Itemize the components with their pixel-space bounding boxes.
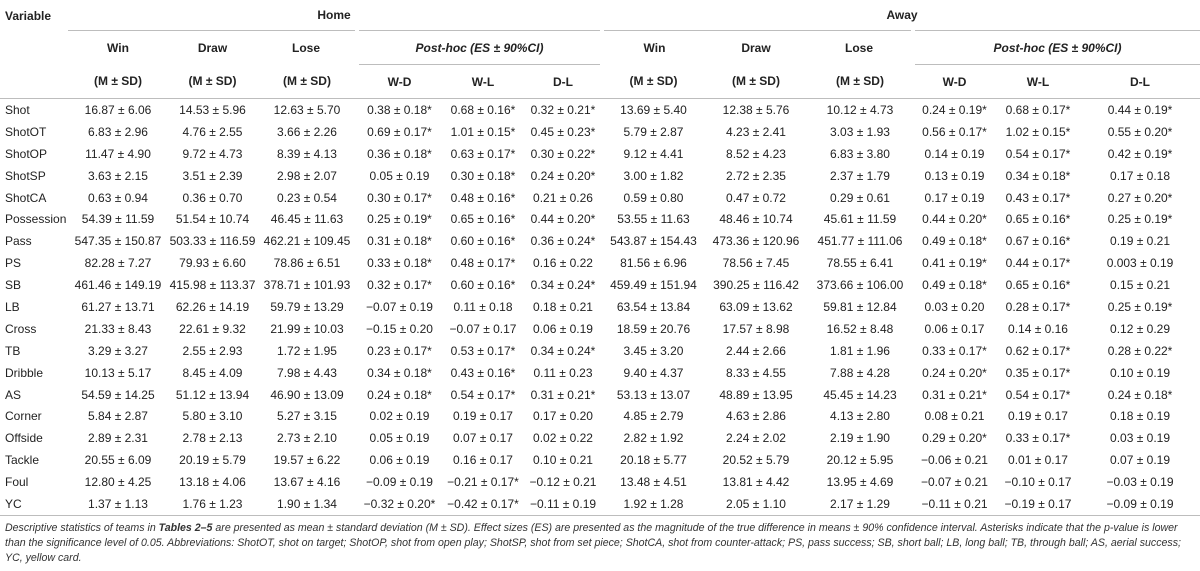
home-wd-cell: 0.33 ± 0.18* bbox=[367, 256, 432, 271]
away-dl-cell: 0.28 ± 0.22* bbox=[1107, 343, 1173, 358]
away-draw-cell: 473.36 ± 120.96 bbox=[712, 234, 800, 249]
home-lose-cell: 21.99 ± 10.03 bbox=[270, 321, 344, 336]
away-dl-cell: 0.55 ± 0.20* bbox=[1107, 124, 1173, 139]
away-draw-cell: 2.44 ± 2.66 bbox=[726, 343, 786, 358]
away-dl-cell: 0.10 ± 0.19 bbox=[1110, 365, 1170, 380]
away-wd-cell: 0.17 ± 0.19 bbox=[924, 190, 985, 205]
home-win-cell: 21.33 ± 8.43 bbox=[84, 321, 152, 336]
away-lose-cell: 16.52 ± 8.48 bbox=[826, 321, 894, 336]
variable-cell: Offside bbox=[5, 431, 43, 446]
home-dl-cell: −0.12 ± 0.21 bbox=[529, 475, 597, 490]
away-lose-cell: 45.61 ± 11.59 bbox=[823, 212, 897, 227]
away-win-cell: 9.12 ± 4.41 bbox=[623, 146, 684, 161]
variable-cell: PS bbox=[5, 256, 22, 271]
home-dl-cell: 0.44 ± 0.20* bbox=[530, 212, 596, 227]
away-draw-header: Draw bbox=[741, 40, 771, 55]
home-win-cell: 12.80 ± 4.25 bbox=[84, 475, 152, 490]
table-row bbox=[0, 362, 1200, 384]
home-win-cell: 2.89 ± 2.31 bbox=[88, 431, 148, 446]
away-wl-cell: 0.43 ± 0.17* bbox=[1005, 190, 1071, 205]
home-wl-cell: 0.63 ± 0.17* bbox=[450, 146, 516, 161]
home-wl-cell: 0.68 ± 0.16* bbox=[450, 102, 516, 117]
home-dl-cell: 0.02 ± 0.22 bbox=[533, 431, 593, 446]
away-dl-cell: 0.03 ± 0.19 bbox=[1110, 431, 1170, 446]
home-draw-stat: (M ± SD) bbox=[168, 65, 257, 99]
away-lose-cell: 7.88 ± 4.28 bbox=[830, 365, 890, 380]
home-dl-cell: 0.10 ± 0.21 bbox=[533, 453, 593, 468]
away-lose-cell: 2.37 ± 1.79 bbox=[830, 168, 890, 183]
home-wd-cell: 0.24 ± 0.18* bbox=[367, 387, 432, 402]
home-wd-cell: 0.05 ± 0.19 bbox=[369, 168, 430, 183]
variable-cell: Pass bbox=[5, 234, 32, 249]
table-row bbox=[0, 252, 1200, 274]
home-win-stat: (M ± SD) bbox=[68, 65, 168, 99]
away-draw-cell: 78.56 ± 7.45 bbox=[722, 256, 790, 271]
away-wl-cell: 0.14 ± 0.16 bbox=[1008, 321, 1068, 336]
away-draw-cell: 4.63 ± 2.86 bbox=[726, 409, 786, 424]
away-wd-cell: 0.49 ± 0.18* bbox=[922, 278, 987, 293]
variable-cell: Possession bbox=[5, 212, 67, 227]
home-wd-cell: −0.09 ± 0.19 bbox=[366, 475, 433, 490]
away-wl-cell: 0.62 ± 0.17* bbox=[1005, 343, 1071, 358]
home-wl-cell: 0.11 ± 0.18 bbox=[453, 299, 513, 314]
away-lose-cell: 10.12 ± 4.73 bbox=[826, 102, 894, 117]
away-posthoc-header: Post-hoc (ES ± 90%CI) bbox=[913, 31, 1200, 65]
home-draw-cell: 2.55 ± 2.93 bbox=[182, 343, 243, 358]
home-wl-cell: 0.60 ± 0.16* bbox=[450, 278, 516, 293]
away-draw-cell: 17.57 ± 8.98 bbox=[722, 321, 790, 336]
home-wd-header: W-D bbox=[357, 65, 442, 99]
away-dl-cell: 0.42 ± 0.19* bbox=[1107, 146, 1173, 161]
home-wd-cell: 0.05 ± 0.19 bbox=[369, 431, 430, 446]
home-win-cell: 54.39 ± 11.59 bbox=[81, 212, 155, 227]
away-wl-header: W-L bbox=[996, 65, 1080, 99]
home-draw-cell: 20.19 ± 5.79 bbox=[179, 453, 246, 468]
table-row bbox=[0, 405, 1200, 427]
table-row bbox=[0, 143, 1200, 165]
home-win-cell: 11.47 ± 4.90 bbox=[85, 146, 151, 161]
home-draw-cell: 0.36 ± 0.70 bbox=[182, 190, 243, 205]
home-win-cell: 10.13 ± 5.17 bbox=[84, 365, 152, 380]
away-wd-cell: 0.56 ± 0.17* bbox=[922, 124, 987, 139]
away-wd-cell: 0.24 ± 0.19* bbox=[922, 102, 987, 117]
away-win-cell: 459.49 ± 151.94 bbox=[610, 278, 697, 293]
away-win-cell: 2.82 ± 1.92 bbox=[623, 431, 684, 446]
table-row bbox=[0, 427, 1200, 449]
away-wl-cell: −0.19 ± 0.17 bbox=[996, 493, 1080, 515]
home-lose-cell: 5.27 ± 3.15 bbox=[277, 409, 337, 424]
home-draw-cell: 1.76 ± 1.23 bbox=[168, 493, 257, 515]
away-wl-cell: 0.19 ± 0.17 bbox=[1008, 409, 1068, 424]
home-draw-cell: 79.93 ± 6.60 bbox=[179, 256, 246, 271]
home-wd-cell: 0.69 ± 0.17* bbox=[367, 124, 432, 139]
variable-cell: Dribble bbox=[5, 365, 44, 380]
home-dl-cell: 0.32 ± 0.21* bbox=[530, 102, 596, 117]
variable-cell: ShotOT bbox=[5, 124, 47, 139]
home-wl-cell: −0.42 ± 0.17* bbox=[442, 493, 524, 515]
away-dl-cell: −0.03 ± 0.19 bbox=[1106, 475, 1174, 490]
home-win-cell: 3.63 ± 2.15 bbox=[88, 168, 148, 183]
home-dl-cell: 0.30 ± 0.22* bbox=[530, 146, 596, 161]
away-lose-cell: 0.29 ± 0.61 bbox=[830, 190, 890, 205]
away-lose-stat: (M ± SD) bbox=[807, 65, 913, 99]
away-win-cell: 63.54 ± 13.84 bbox=[616, 299, 691, 314]
away-draw-cell: 48.46 ± 10.74 bbox=[719, 212, 793, 227]
home-draw-cell: 8.45 ± 4.09 bbox=[182, 365, 243, 380]
away-wd-cell: −0.07 ± 0.21 bbox=[921, 475, 988, 490]
away-lose-cell: 20.12 ± 5.95 bbox=[826, 453, 894, 468]
away-lose-cell: 2.19 ± 1.90 bbox=[830, 431, 890, 446]
home-wd-cell: 0.23 ± 0.17* bbox=[367, 343, 432, 358]
home-wd-cell: −0.15 ± 0.20 bbox=[366, 321, 433, 336]
variable-cell: Tackle bbox=[5, 453, 40, 468]
home-draw-cell: 51.12 ± 13.94 bbox=[175, 387, 250, 402]
away-win-cell: 0.59 ± 0.80 bbox=[623, 190, 684, 205]
home-wd-cell: −0.32 ± 0.20* bbox=[357, 493, 442, 515]
home-draw-cell: 415.98 ± 113.37 bbox=[169, 278, 256, 293]
home-draw-cell: 9.72 ± 4.73 bbox=[182, 146, 243, 161]
away-wd-cell: 0.31 ± 0.21* bbox=[922, 387, 987, 402]
away-wl-cell: 0.68 ± 0.17* bbox=[1005, 102, 1071, 117]
footnote-tables-link[interactable]: Tables 2–5 bbox=[158, 522, 213, 534]
away-wd-cell: 0.41 ± 0.19* bbox=[922, 256, 987, 271]
home-dl-cell: 0.18 ± 0.21 bbox=[533, 299, 593, 314]
variable-header: Variable bbox=[5, 9, 52, 23]
home-draw-cell: 3.51 ± 2.39 bbox=[182, 168, 243, 183]
home-draw-cell: 503.33 ± 116.59 bbox=[169, 234, 256, 249]
away-dl-cell: 0.24 ± 0.18* bbox=[1107, 387, 1173, 402]
home-lose-cell: 2.98 ± 2.07 bbox=[277, 168, 337, 183]
away-dl-cell: 0.44 ± 0.19* bbox=[1107, 102, 1173, 117]
variable-cell: ShotOP bbox=[5, 146, 48, 161]
home-win-header: Win bbox=[107, 40, 129, 55]
home-dl-cell: 0.16 ± 0.22 bbox=[533, 256, 593, 271]
home-wl-cell: 0.16 ± 0.17 bbox=[453, 453, 513, 468]
away-lose-cell: 59.81 ± 12.84 bbox=[823, 299, 897, 314]
home-lose-cell: 13.67 ± 4.16 bbox=[273, 475, 341, 490]
away-lose-header: Lose bbox=[844, 40, 873, 55]
table-row bbox=[0, 187, 1200, 209]
home-draw-cell: 62.26 ± 14.19 bbox=[175, 299, 250, 314]
home-wl-cell: −0.07 ± 0.17 bbox=[449, 321, 517, 336]
table-row bbox=[0, 340, 1200, 362]
away-wd-cell: 0.29 ± 0.20* bbox=[922, 431, 987, 446]
home-draw-cell: 14.53 ± 5.96 bbox=[179, 102, 246, 117]
home-wd-cell: 0.31 ± 0.18* bbox=[367, 234, 432, 249]
away-lose-cell: 451.77 ± 111.06 bbox=[817, 234, 903, 249]
away-wd-cell: 0.14 ± 0.19 bbox=[924, 146, 985, 161]
away-draw-cell: 0.47 ± 0.72 bbox=[726, 190, 786, 205]
away-dl-header: D-L bbox=[1080, 65, 1200, 99]
away-wd-cell: 0.44 ± 0.20* bbox=[922, 212, 987, 227]
away-wd-cell: 0.06 ± 0.17 bbox=[924, 321, 985, 336]
table-row bbox=[0, 471, 1200, 493]
home-wl-cell: 0.54 ± 0.17* bbox=[450, 387, 516, 402]
away-wd-cell: 0.49 ± 0.18* bbox=[922, 234, 987, 249]
variable-cell: ShotSP bbox=[5, 168, 46, 183]
variable-cell: YC bbox=[0, 493, 68, 515]
home-wl-cell: 1.01 ± 0.15* bbox=[450, 124, 516, 139]
away-win-cell: 3.45 ± 3.20 bbox=[623, 343, 684, 358]
away-draw-cell: 4.23 ± 2.41 bbox=[726, 124, 786, 139]
away-dl-cell: 0.19 ± 0.21 bbox=[1110, 234, 1170, 249]
away-win-cell: 543.87 ± 154.43 bbox=[610, 234, 697, 249]
table-row bbox=[0, 384, 1200, 406]
home-win-cell: 0.63 ± 0.94 bbox=[88, 190, 148, 205]
away-dl-cell: 0.12 ± 0.29 bbox=[1110, 321, 1170, 336]
away-draw-cell: 2.24 ± 2.02 bbox=[726, 431, 786, 446]
variable-cell: Foul bbox=[5, 475, 29, 490]
home-lose-cell: 378.71 ± 101.93 bbox=[263, 278, 351, 293]
away-wd-header: W-D bbox=[913, 65, 996, 99]
home-win-cell: 54.59 ± 14.25 bbox=[81, 387, 155, 402]
home-draw-cell: 4.76 ± 2.55 bbox=[182, 124, 243, 139]
home-lose-cell: 46.90 ± 13.09 bbox=[270, 387, 344, 402]
home-lose-stat: (M ± SD) bbox=[257, 65, 357, 99]
away-dl-cell: 0.25 ± 0.19* bbox=[1107, 212, 1173, 227]
away-wl-cell: 1.02 ± 0.15* bbox=[1005, 124, 1071, 139]
away-win-cell: 5.79 ± 2.87 bbox=[623, 124, 684, 139]
home-lose-cell: 59.79 ± 13.29 bbox=[270, 299, 344, 314]
home-wd-cell: 0.25 ± 0.19* bbox=[367, 212, 432, 227]
away-lose-cell: 4.13 ± 2.80 bbox=[830, 409, 890, 424]
home-lose-cell: 19.57 ± 6.22 bbox=[273, 453, 341, 468]
home-win-cell: 5.84 ± 2.87 bbox=[88, 409, 148, 424]
home-dl-cell: −0.11 ± 0.19 bbox=[524, 493, 602, 515]
home-draw-cell: 2.78 ± 2.13 bbox=[182, 431, 243, 446]
away-wl-cell: 0.54 ± 0.17* bbox=[1005, 146, 1071, 161]
away-wl-cell: 0.67 ± 0.16* bbox=[1005, 234, 1071, 249]
variable-cell: SB bbox=[5, 278, 22, 293]
away-draw-cell: 12.38 ± 5.76 bbox=[722, 102, 790, 117]
away-dl-cell: 0.17 ± 0.18 bbox=[1110, 168, 1170, 183]
away-win-cell: 13.69 ± 5.40 bbox=[620, 102, 687, 117]
away-lose-cell: 13.95 ± 4.69 bbox=[826, 475, 894, 490]
home-wd-cell: 0.36 ± 0.18* bbox=[367, 146, 432, 161]
away-wd-cell: 0.24 ± 0.20* bbox=[922, 365, 987, 380]
home-draw-cell: 22.61 ± 9.32 bbox=[179, 321, 246, 336]
home-wd-cell: 0.06 ± 0.19 bbox=[369, 453, 430, 468]
away-draw-cell: 63.09 ± 13.62 bbox=[719, 299, 793, 314]
away-lose-cell: 45.45 ± 14.23 bbox=[823, 387, 897, 402]
away-draw-cell: 48.89 ± 13.95 bbox=[719, 387, 793, 402]
table-row bbox=[0, 208, 1200, 230]
variable-cell: TB bbox=[5, 343, 21, 358]
home-lose-cell: 78.86 ± 6.51 bbox=[273, 256, 341, 271]
home-win-cell: 61.27 ± 13.71 bbox=[81, 299, 155, 314]
table-row bbox=[0, 493, 1200, 515]
away-wd-cell: 0.03 ± 0.20 bbox=[924, 299, 985, 314]
home-dl-cell: 0.06 ± 0.19 bbox=[533, 321, 593, 336]
home-win-cell: 3.29 ± 3.27 bbox=[88, 343, 148, 358]
away-draw-cell: 13.81 ± 4.42 bbox=[722, 475, 790, 490]
home-dl-cell: 0.24 ± 0.20* bbox=[530, 168, 596, 183]
away-draw-cell: 8.33 ± 4.55 bbox=[726, 365, 786, 380]
home-dl-header: D-L bbox=[524, 65, 602, 99]
home-lose-cell: 1.72 ± 1.95 bbox=[277, 343, 337, 358]
home-dl-cell: 0.21 ± 0.26 bbox=[533, 190, 593, 205]
away-dl-cell: 0.25 ± 0.19* bbox=[1107, 299, 1173, 314]
home-lose-cell: 3.66 ± 2.26 bbox=[277, 124, 337, 139]
away-wl-cell: 0.35 ± 0.17* bbox=[1005, 365, 1071, 380]
away-win-cell: 53.55 ± 11.63 bbox=[617, 212, 690, 227]
home-win-cell: 461.46 ± 149.19 bbox=[74, 278, 162, 293]
home-group-header: Home bbox=[68, 0, 602, 31]
variable-cell: Cross bbox=[5, 321, 37, 336]
home-win-cell: 16.87 ± 6.06 bbox=[84, 102, 152, 117]
away-lose-cell: 78.55 ± 6.41 bbox=[826, 256, 894, 271]
away-group-header: Away bbox=[602, 0, 1200, 31]
home-dl-cell: 0.34 ± 0.24* bbox=[530, 343, 596, 358]
header-row-columns bbox=[0, 31, 1200, 65]
variable-cell: Shot bbox=[5, 102, 30, 117]
home-wl-cell: 0.60 ± 0.16* bbox=[450, 234, 516, 249]
table-row bbox=[0, 318, 1200, 340]
home-draw-cell: 13.18 ± 4.06 bbox=[179, 475, 246, 490]
table-row bbox=[0, 121, 1200, 143]
home-wl-header: W-L bbox=[442, 65, 524, 99]
away-win-cell: 13.48 ± 4.51 bbox=[620, 475, 687, 490]
away-dl-cell: 0.18 ± 0.19 bbox=[1110, 409, 1170, 424]
home-dl-cell: 0.34 ± 0.24* bbox=[530, 278, 596, 293]
away-win-stat: (M ± SD) bbox=[602, 65, 705, 99]
away-wl-cell: 0.34 ± 0.18* bbox=[1005, 168, 1071, 183]
away-wl-cell: 0.65 ± 0.16* bbox=[1005, 212, 1071, 227]
away-wl-cell: 0.28 ± 0.17* bbox=[1005, 299, 1071, 314]
home-lose-cell: 462.21 ± 109.45 bbox=[263, 234, 351, 249]
away-draw-stat: (M ± SD) bbox=[705, 65, 807, 99]
home-wd-cell: 0.34 ± 0.18* bbox=[367, 365, 432, 380]
home-lose-cell: 0.23 ± 0.54 bbox=[277, 190, 337, 205]
home-draw-header: Draw bbox=[197, 40, 228, 55]
away-win-cell: 1.92 ± 1.28 bbox=[602, 493, 705, 515]
away-wd-cell: 0.08 ± 0.21 bbox=[924, 409, 985, 424]
home-wd-cell: 0.32 ± 0.17* bbox=[367, 278, 432, 293]
away-lose-cell: 6.83 ± 3.80 bbox=[830, 146, 890, 161]
away-wl-cell: −0.10 ± 0.17 bbox=[1004, 475, 1072, 490]
away-draw-cell: 2.05 ± 1.10 bbox=[705, 493, 807, 515]
variable-cell: ShotCA bbox=[5, 190, 47, 205]
away-win-cell: 53.13 ± 13.07 bbox=[616, 387, 691, 402]
home-dl-cell: 0.36 ± 0.24* bbox=[530, 234, 596, 249]
away-win-header: Win bbox=[643, 40, 666, 55]
home-wl-cell: 0.53 ± 0.17* bbox=[450, 343, 516, 358]
home-wl-cell: 0.07 ± 0.17 bbox=[453, 431, 513, 446]
home-win-cell: 1.37 ± 1.13 bbox=[68, 493, 168, 515]
home-lose-header: Lose bbox=[291, 40, 320, 55]
away-draw-cell: 2.72 ± 2.35 bbox=[726, 168, 786, 183]
home-draw-cell: 5.80 ± 3.10 bbox=[182, 409, 243, 424]
table-row bbox=[0, 449, 1200, 471]
away-win-cell: 20.18 ± 5.77 bbox=[620, 453, 687, 468]
away-dl-cell: −0.09 ± 0.19 bbox=[1080, 493, 1200, 515]
home-win-cell: 82.28 ± 7.27 bbox=[84, 256, 152, 271]
away-dl-cell: 0.27 ± 0.20* bbox=[1107, 190, 1173, 205]
home-wl-cell: 0.30 ± 0.18* bbox=[450, 168, 516, 183]
home-posthoc-header: Post-hoc (ES ± 90%CI) bbox=[357, 31, 602, 65]
away-wl-cell: 0.44 ± 0.17* bbox=[1005, 256, 1071, 271]
home-wd-cell: 0.02 ± 0.19 bbox=[369, 409, 430, 424]
away-wl-cell: 0.01 ± 0.17 bbox=[1008, 453, 1068, 468]
home-lose-cell: 12.63 ± 5.70 bbox=[273, 102, 341, 117]
home-wl-cell: 0.48 ± 0.17* bbox=[450, 256, 516, 271]
away-draw-cell: 20.52 ± 5.79 bbox=[722, 453, 790, 468]
away-wd-cell: 0.33 ± 0.17* bbox=[922, 343, 987, 358]
table-body bbox=[0, 99, 1200, 516]
table-row bbox=[0, 296, 1200, 318]
away-dl-cell: 0.003 ± 0.19 bbox=[1106, 256, 1174, 271]
home-wd-cell: −0.07 ± 0.19 bbox=[366, 299, 433, 314]
header-row-stats bbox=[0, 65, 1200, 99]
home-wl-cell: 0.19 ± 0.17 bbox=[453, 409, 513, 424]
away-lose-cell: 2.17 ± 1.29 bbox=[807, 493, 913, 515]
table-row bbox=[0, 165, 1200, 187]
away-lose-cell: 3.03 ± 1.93 bbox=[830, 124, 890, 139]
home-wl-cell: 0.65 ± 0.16* bbox=[450, 212, 516, 227]
home-wd-cell: 0.38 ± 0.18* bbox=[367, 102, 432, 117]
variable-cell: LB bbox=[5, 299, 20, 314]
home-lose-cell: 8.39 ± 4.13 bbox=[277, 146, 337, 161]
away-win-cell: 9.40 ± 4.37 bbox=[623, 365, 684, 380]
variable-cell: AS bbox=[5, 387, 22, 402]
home-lose-cell: 7.98 ± 4.43 bbox=[277, 365, 337, 380]
home-draw-cell: 51.54 ± 10.74 bbox=[175, 212, 250, 227]
footnote-text-2: are presented as mean ± standard deviation (M ± SD). Effect sizes (ES) are presented as the magnitude of the true difference in means ± 90% confidence interval. Asterisks indicate that the p-value is lower than the significance level of 0.05. Abbreviations: ShotOT, shot on target; ShotOP, shot from open play; ShotSP, shot from set piece; ShotCA, shot from counter-attack; PS, pass success; SB, short ball; LB, long ball; TB, through ball; AS, aerial success; YC, yellow card. bbox=[5, 522, 1181, 564]
away-dl-cell: 0.15 ± 0.21 bbox=[1110, 278, 1170, 293]
away-draw-cell: 390.25 ± 116.42 bbox=[713, 278, 799, 293]
home-dl-cell: 0.45 ± 0.23* bbox=[530, 124, 596, 139]
variable-cell: Corner bbox=[5, 409, 42, 424]
away-wd-cell: 0.13 ± 0.19 bbox=[924, 168, 985, 183]
table-footnote bbox=[5, 521, 1195, 566]
home-lose-cell: 1.90 ± 1.34 bbox=[257, 493, 357, 515]
away-win-cell: 4.85 ± 2.79 bbox=[623, 409, 684, 424]
away-wl-cell: 0.54 ± 0.17* bbox=[1005, 387, 1071, 402]
home-lose-cell: 2.73 ± 2.10 bbox=[277, 431, 337, 446]
away-lose-cell: 373.66 ± 106.00 bbox=[816, 278, 904, 293]
away-wl-cell: 0.33 ± 0.17* bbox=[1005, 431, 1071, 446]
away-win-cell: 81.56 ± 6.96 bbox=[620, 256, 687, 271]
away-win-cell: 3.00 ± 1.82 bbox=[623, 168, 684, 183]
home-wd-cell: 0.30 ± 0.17* bbox=[367, 190, 432, 205]
away-dl-cell: 0.07 ± 0.19 bbox=[1110, 453, 1170, 468]
table-row bbox=[0, 99, 1200, 121]
home-wl-cell: 0.48 ± 0.16* bbox=[450, 190, 516, 205]
away-wd-cell: −0.06 ± 0.21 bbox=[921, 453, 988, 468]
table-row bbox=[0, 230, 1200, 252]
away-wl-cell: 0.65 ± 0.16* bbox=[1005, 278, 1071, 293]
away-win-cell: 18.59 ± 20.76 bbox=[616, 321, 691, 336]
home-wl-cell: 0.43 ± 0.16* bbox=[450, 365, 516, 380]
table-row bbox=[0, 274, 1200, 296]
home-win-cell: 20.55 ± 6.09 bbox=[84, 453, 152, 468]
footnote-text-1: Descriptive statistics of teams in bbox=[5, 522, 159, 534]
home-win-cell: 547.35 ± 150.87 bbox=[74, 234, 162, 249]
away-lose-cell: 1.81 ± 1.96 bbox=[830, 343, 890, 358]
header-row-groups bbox=[0, 0, 1200, 31]
home-dl-cell: 0.31 ± 0.21* bbox=[530, 387, 596, 402]
home-dl-cell: 0.11 ± 0.23 bbox=[533, 365, 593, 380]
home-wl-cell: −0.21 ± 0.17* bbox=[447, 475, 519, 490]
away-draw-cell: 8.52 ± 4.23 bbox=[726, 146, 786, 161]
home-win-cell: 6.83 ± 2.96 bbox=[88, 124, 148, 139]
home-dl-cell: 0.17 ± 0.20 bbox=[533, 409, 593, 424]
away-wd-cell: −0.11 ± 0.21 bbox=[913, 493, 996, 515]
home-lose-cell: 46.45 ± 11.63 bbox=[270, 212, 344, 227]
